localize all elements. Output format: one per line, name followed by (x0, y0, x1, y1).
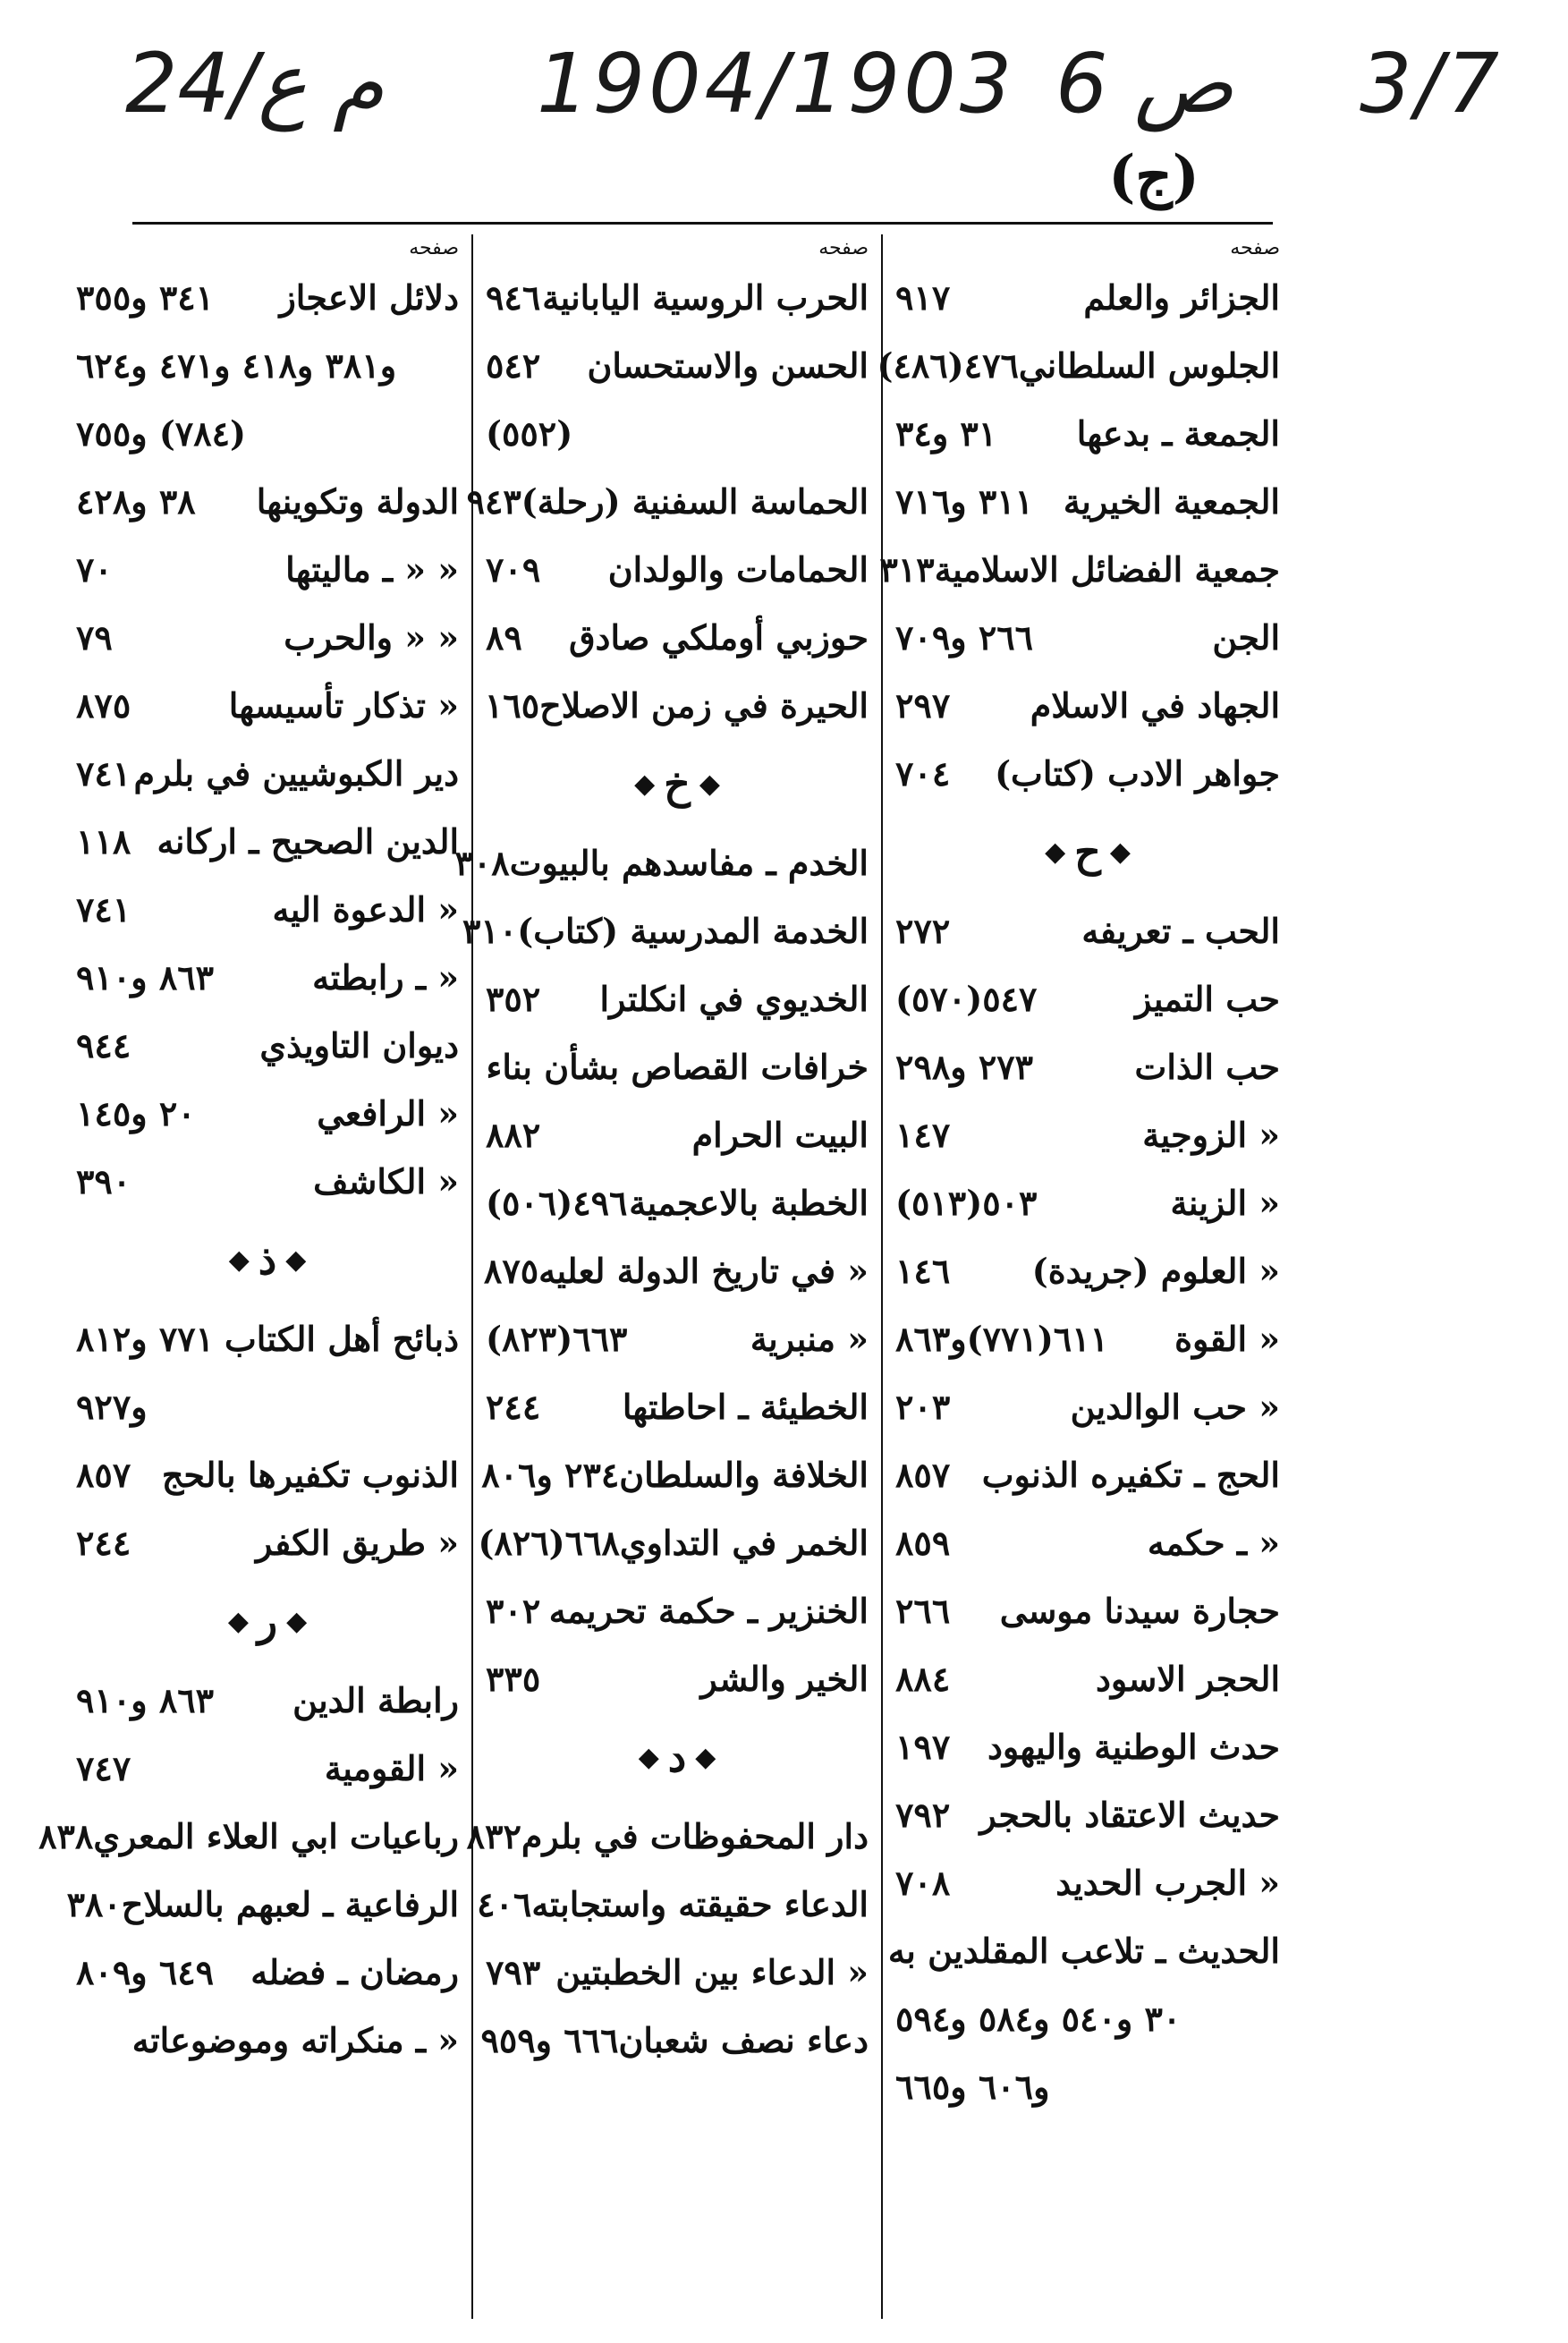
handwritten-ref: 24/م ع (125, 36, 385, 132)
page-numbers: ٨٦٣ و٩١٠ (76, 1679, 215, 1720)
index-term: الجزائر والعلم (1083, 276, 1280, 318)
page-numbers: ٢٩٧ (895, 684, 951, 726)
index-entry (486, 1032, 869, 1100)
index-term: حب التميز (1134, 978, 1280, 1019)
page-numbers: ٧٠٨ (895, 1862, 951, 1903)
page-numbers: ٢٠٣ (895, 1386, 951, 1427)
index-entry (76, 943, 459, 1011)
page-numbers: ٨٨٢ (486, 1114, 541, 1155)
page-numbers: ٥٤٧(٥٧٠) (895, 978, 1038, 1019)
index-entry (895, 1440, 1280, 1508)
page-numbers: ٧٠٤ (895, 752, 951, 794)
index-entry (895, 603, 1280, 671)
page-numbers: ٤٠٦ (477, 1883, 532, 1924)
page-numbers: ٨٧٥ (483, 1250, 539, 1291)
page-numbers: ٦٦٦ و٩٥٩ (480, 2019, 619, 2060)
index-entry (895, 1100, 1280, 1168)
index-entry (466, 1802, 869, 1870)
page-numbers: ٥٠٣(٥١٣) (895, 1182, 1038, 1223)
index-entry (76, 1938, 459, 2006)
index-entry-continuation (486, 399, 869, 467)
index-term: جمعية الفضائل الاسلامية (934, 548, 1280, 590)
index-entry-continuation (895, 2052, 1280, 2120)
index-entry (76, 1440, 459, 1508)
index-term: « طريق الكفر (256, 1522, 459, 1563)
page-numbers: ٢٦٦ و٧٠٩ (895, 616, 1034, 658)
page-numbers: ٧٧١ و٨١٢ (76, 1318, 215, 1359)
page-numbers: ٣١٣ (879, 548, 935, 590)
letter-section-heading (486, 1712, 869, 1802)
page-numbers: ٣٠٨ (454, 842, 510, 883)
index-term: الخير والشر (700, 1658, 869, 1699)
page-numbers: و٩٢٧ (76, 1386, 148, 1427)
page-numbers: ٣٨٠ (66, 1883, 122, 1924)
index-entry (895, 739, 1280, 807)
index-term: الحرب الروسية اليابانية (542, 276, 869, 318)
column-header-page: صفحه (409, 237, 459, 259)
index-entry (486, 331, 869, 399)
index-entry (895, 1848, 1280, 1916)
index-entry (895, 1780, 1280, 1848)
diamond-ornament-icon: ◆ (699, 768, 720, 800)
index-entry (895, 1304, 1280, 1372)
section-letter: د (667, 1733, 687, 1781)
page-numbers: ٣٠٢ (486, 1590, 541, 1631)
index-term: حدث الوطنية واليهود (987, 1726, 1280, 1767)
index-term: الخطيئة ـ احاطتها (622, 1386, 869, 1427)
diamond-ornament-icon: ◆ (227, 1605, 249, 1637)
page-numbers: ٧٩٣ (486, 1951, 541, 1992)
index-entry (76, 1508, 459, 1576)
index-term: الدعاء حقيقته واستجابته (531, 1883, 869, 1924)
index-entry (66, 1870, 459, 1938)
page-numbers: ١١٨ (76, 820, 131, 862)
index-term: الحيرة في زمن الاصلاح (539, 684, 869, 726)
page-numbers: ٣٨ و٤٢٨ (76, 480, 196, 522)
index-term: الخمر في التداوي (619, 1522, 869, 1563)
index-term: « منبرية (750, 1318, 869, 1359)
index-entry (895, 671, 1280, 739)
index-term: جواهر الادب (كتاب) (995, 752, 1280, 794)
page-numbers: ٢٧٢ (895, 910, 951, 951)
page-numbers: ٦٤٩ و٨٠٩ (76, 1951, 215, 1992)
index-entry (486, 671, 869, 739)
index-entry (481, 1440, 869, 1508)
index-term: « ـ حكمه (1147, 1522, 1280, 1563)
index-term: « « ـ ماليتها (285, 548, 459, 590)
index-term: حجارة سيدنا موسى (999, 1590, 1280, 1631)
index-entry (76, 1734, 459, 1802)
page-numbers: ٥٤٢ (486, 344, 541, 386)
index-entry (477, 1870, 869, 1938)
index-entry (76, 1011, 459, 1079)
index-column (38, 234, 473, 2319)
index-columns (38, 234, 1293, 2319)
index-entry (895, 1032, 1280, 1100)
index-entry (76, 1304, 459, 1372)
page-numbers: ٨٦٣ و٩١٠ (76, 956, 215, 997)
index-term: الخديوي في انكلترا (599, 978, 869, 1019)
index-term: الحديث ـ تلاعب المقلدين به (887, 1930, 1280, 1971)
page-numbers: ٧٠ (76, 548, 113, 590)
index-term: « الدعاء بين الخطبتين (555, 1951, 869, 1992)
index-term: « الجرب الحديد (1055, 1862, 1280, 1903)
index-term: الدولة وتكوينها (256, 480, 459, 522)
index-entry (466, 467, 869, 535)
index-entry (895, 1236, 1280, 1304)
index-entry (483, 1236, 869, 1304)
index-entry (480, 2006, 869, 2074)
index-entry-continuation (76, 331, 459, 399)
page-numbers: ٦١١(٧٧١)و٨٦٣ (895, 1318, 1109, 1359)
diamond-ornament-icon: ◆ (228, 1244, 250, 1276)
index-entry (895, 896, 1280, 964)
page-numbers: ٤٩٦(٥٠٦) (486, 1182, 628, 1223)
index-entry (486, 1576, 869, 1644)
index-entry (76, 875, 459, 943)
page-numbers: ٦٦٣(٨٢٣) (486, 1318, 628, 1359)
page-numbers: ١٩٧ (895, 1726, 951, 1767)
index-term: « الرافعي (317, 1092, 459, 1133)
index-term: رمضان ـ فضله (250, 1951, 459, 1992)
index-entry (478, 1508, 869, 1576)
page-numbers: ٢٤٤ (486, 1386, 541, 1427)
page-numbers: ٣٠ و٥٤٠ و٥٨٤ و٥٩٤ (895, 1998, 1182, 2039)
page-numbers: ٩٤٦ (486, 276, 541, 318)
index-entry-continuation (895, 1984, 1280, 2052)
handwritten-fraction: 3/7 (1360, 36, 1504, 132)
index-entry-continuation (76, 399, 459, 467)
section-letter: ح (1074, 828, 1101, 876)
index-entry (486, 1938, 869, 2006)
index-entry-continuation (76, 1372, 459, 1440)
index-entry (895, 1508, 1280, 1576)
diamond-ornament-icon: ◆ (638, 1741, 659, 1773)
page-numbers: ٣٩٠ (76, 1160, 131, 1201)
page-numbers: ٩٤٤ (76, 1024, 131, 1065)
index-term: « الكاشف (313, 1160, 459, 1201)
index-entry (486, 263, 869, 331)
index-entry (76, 671, 459, 739)
index-term: ذبائح أهل الكتاب (225, 1318, 459, 1359)
index-term: « في تاريخ الدولة لعليه (538, 1250, 869, 1291)
section-letter: ر (257, 1597, 278, 1645)
index-term: حوزبي أوملكي صادق (569, 616, 869, 658)
index-entry (895, 1372, 1280, 1440)
index-entry (486, 1372, 869, 1440)
index-entry (486, 535, 869, 603)
index-term: الخنزير ـ حكمة تحريمه (548, 1590, 869, 1631)
index-entry (895, 263, 1280, 331)
page-numbers: ٨٣٢ (466, 1815, 521, 1856)
index-entry (76, 2006, 459, 2074)
index-term: الحماسة السفنية (رحلة) (521, 480, 869, 522)
page-numbers: ٧٩٢ (895, 1794, 951, 1835)
index-entry (486, 603, 869, 671)
index-entry (879, 535, 1280, 603)
index-term: الرفاعية ـ لعبهم بالسلاح (121, 1883, 459, 1924)
index-term: « حب الوالدين (1070, 1386, 1280, 1427)
index-term: الذنوب تكفيرها بالحج (161, 1454, 459, 1495)
diamond-ornament-icon: ◆ (285, 1244, 307, 1276)
index-entry (76, 603, 459, 671)
diamond-ornament-icon: ◆ (634, 768, 656, 800)
index-term: « القومية (324, 1747, 459, 1788)
page-numbers: ٩٤٣ (466, 480, 521, 522)
index-term: الحمامات والولدان (607, 548, 869, 590)
page-numbers: و٣٨١ و٤١٨ و٤٧١ و٦٢٤ (76, 344, 397, 386)
index-entry (76, 1666, 459, 1734)
index-term: « تذكار تأسيسها (228, 684, 459, 726)
page-numbers: ٨٥٧ (76, 1454, 131, 1495)
index-term: دعاء نصف شعبان (618, 2019, 869, 2060)
index-entry (486, 1168, 869, 1236)
index-term: « الدعوة اليه (272, 888, 459, 930)
page-numbers: ٢٤٤ (76, 1522, 131, 1563)
page-numbers: ١٦٥ (484, 684, 540, 726)
top-rule (132, 222, 1273, 225)
page-numbers: ٣٣٥ (486, 1658, 541, 1699)
handwritten-years: 1904/1903 (537, 36, 1016, 132)
index-term: « ـ منكراته وموضوعاته (131, 2019, 459, 2060)
page-numbers: ٧٤٧ (76, 1747, 131, 1788)
index-entry (486, 1644, 869, 1712)
index-term: حديث الاعتقاد بالحجر (979, 1794, 1280, 1835)
handwritten-header (0, 36, 1568, 170)
page-numbers: ٣٥٢ (486, 978, 541, 1019)
handwritten-number: 6 ص (1055, 36, 1234, 132)
page-numbers: ٢٠ و١٤٥ (76, 1092, 196, 1133)
index-entry (76, 1079, 459, 1147)
index-entry (486, 1304, 869, 1372)
index-term: حب الذات (1134, 1046, 1280, 1087)
index-entry (486, 964, 869, 1032)
index-entry (895, 1644, 1280, 1712)
page-numbers: ٨٧٥ (76, 684, 131, 726)
page-numbers: ٨٨٤ (895, 1658, 951, 1699)
index-term: « ـ رابطته (312, 956, 459, 997)
index-entry (76, 739, 459, 807)
page-numbers: ٩١٧ (895, 276, 951, 318)
index-term: الحب ـ تعريفه (1081, 910, 1280, 951)
page-numbers: (٧٨٤) و٧٥٥ (76, 412, 247, 454)
index-term: رابطة الدين (292, 1679, 459, 1720)
index-term: « العلوم (جريدة) (1031, 1250, 1280, 1291)
index-entry (76, 467, 459, 535)
letter-section-heading (76, 1576, 459, 1666)
letter-section-heading (76, 1215, 459, 1304)
index-term: « الزوجية (1142, 1114, 1280, 1155)
index-entry (454, 828, 869, 896)
index-term: الحسن والاستحسان (587, 344, 869, 386)
section-letter: ذ (258, 1235, 277, 1284)
page-numbers: ١٤٦ (895, 1250, 951, 1291)
letter-section-heading (486, 739, 869, 828)
page-numbers: ٦٦٨(٨٢٦) (478, 1522, 620, 1563)
index-entry (895, 399, 1280, 467)
index-term: الخلافة والسلطان (619, 1454, 869, 1495)
page-numbers: ٧٩ (76, 616, 113, 658)
index-term: دير الكبوشيين في بلرم (133, 752, 459, 794)
index-entry (38, 1802, 459, 1870)
page-numbers: ٤٧٦(٤٨٦) (877, 344, 1019, 386)
index-term: « « والحرب (284, 616, 459, 658)
index-column (877, 234, 1293, 2319)
page-numbers: ٢٧٣ و٢٩٨ (895, 1046, 1034, 1087)
index-term: الجهاد في الاسلام (1030, 684, 1280, 726)
index-term: الخطبة بالاعجمية (629, 1182, 869, 1223)
index-entry (76, 807, 459, 875)
section-letter-heading: (ج) (1108, 143, 1199, 210)
index-term: الحج ـ تكفيره الذنوب (981, 1454, 1280, 1495)
diamond-ornament-icon: ◆ (1045, 836, 1066, 868)
index-term: خرافات القصاص بشأن بناء (486, 1046, 869, 1087)
section-letter: خ (664, 760, 691, 808)
index-entry (895, 467, 1280, 535)
index-term: الجن (1212, 616, 1280, 658)
index-term: الحجر الاسود (1095, 1658, 1280, 1699)
index-term: الجمعية الخيرية (1063, 480, 1280, 522)
index-term: الخدم ـ مفاسدهم بالبيوت (509, 842, 869, 883)
page-numbers: ٨٥٩ (895, 1522, 951, 1563)
diamond-ornament-icon: ◆ (1109, 836, 1131, 868)
index-entry (76, 535, 459, 603)
index-term: دار المحفوظات في بلرم (521, 1815, 869, 1856)
index-entry (895, 1576, 1280, 1644)
page-numbers: ٨٩ (486, 616, 522, 658)
column-header-page: صفحه (818, 237, 869, 259)
page-numbers: ٣١٠ (462, 910, 518, 951)
page-numbers: ٢٦٦ (895, 1590, 951, 1631)
page-numbers: ١٤٧ (895, 1114, 951, 1155)
page-numbers: ٣١١ و٧١٦ (895, 480, 1034, 522)
index-term: البيت الحرام (691, 1114, 869, 1155)
index-entry (76, 1147, 459, 1215)
index-term: الجمعة ـ بدعها (1076, 412, 1280, 454)
index-entry (877, 331, 1280, 399)
page-numbers: و٦٠٦ و٦٦٥ (895, 2066, 1050, 2107)
index-entry (462, 896, 869, 964)
page-numbers: (٥٥٢) (486, 412, 573, 454)
page-numbers: ٧٤١ (76, 752, 131, 794)
page-numbers: ٨٥٧ (895, 1454, 951, 1495)
index-entry (895, 964, 1280, 1032)
index-entry (76, 263, 459, 331)
index-entry (486, 1100, 869, 1168)
index-term: الدين الصحيح ـ اركانه (157, 820, 459, 862)
diamond-ornament-icon: ◆ (695, 1741, 716, 1773)
page-numbers: ٣١ و٣٤ (895, 412, 997, 454)
page-numbers: ٨٣٨ (38, 1815, 94, 1856)
index-entry (895, 1168, 1280, 1236)
index-column (454, 234, 883, 2319)
letter-section-heading (895, 807, 1280, 896)
page-numbers: ٣٤١ و٣٥٥ (76, 276, 215, 318)
index-term: دلائل الاعجاز (279, 276, 459, 318)
index-term: ديوان التاويذي (259, 1024, 459, 1065)
page-numbers: ٢٣٤ و٨٠٦ (481, 1454, 620, 1495)
page-numbers: ٧٠٩ (486, 548, 541, 590)
index-entry (895, 1712, 1280, 1780)
page-numbers: ٧٤١ (76, 888, 131, 930)
index-entry (887, 1916, 1280, 1984)
index-term: رباعيات ابي العلاء المعري (93, 1815, 459, 1856)
index-term: الجلوس السلطاني (1018, 344, 1280, 386)
index-term: الخدمة المدرسية (كتاب) (517, 910, 869, 951)
index-term: « الزينة (1170, 1182, 1280, 1223)
index-term: « القوة (1174, 1318, 1280, 1359)
diamond-ornament-icon: ◆ (286, 1605, 308, 1637)
column-header-page: صفحه (1230, 237, 1280, 259)
